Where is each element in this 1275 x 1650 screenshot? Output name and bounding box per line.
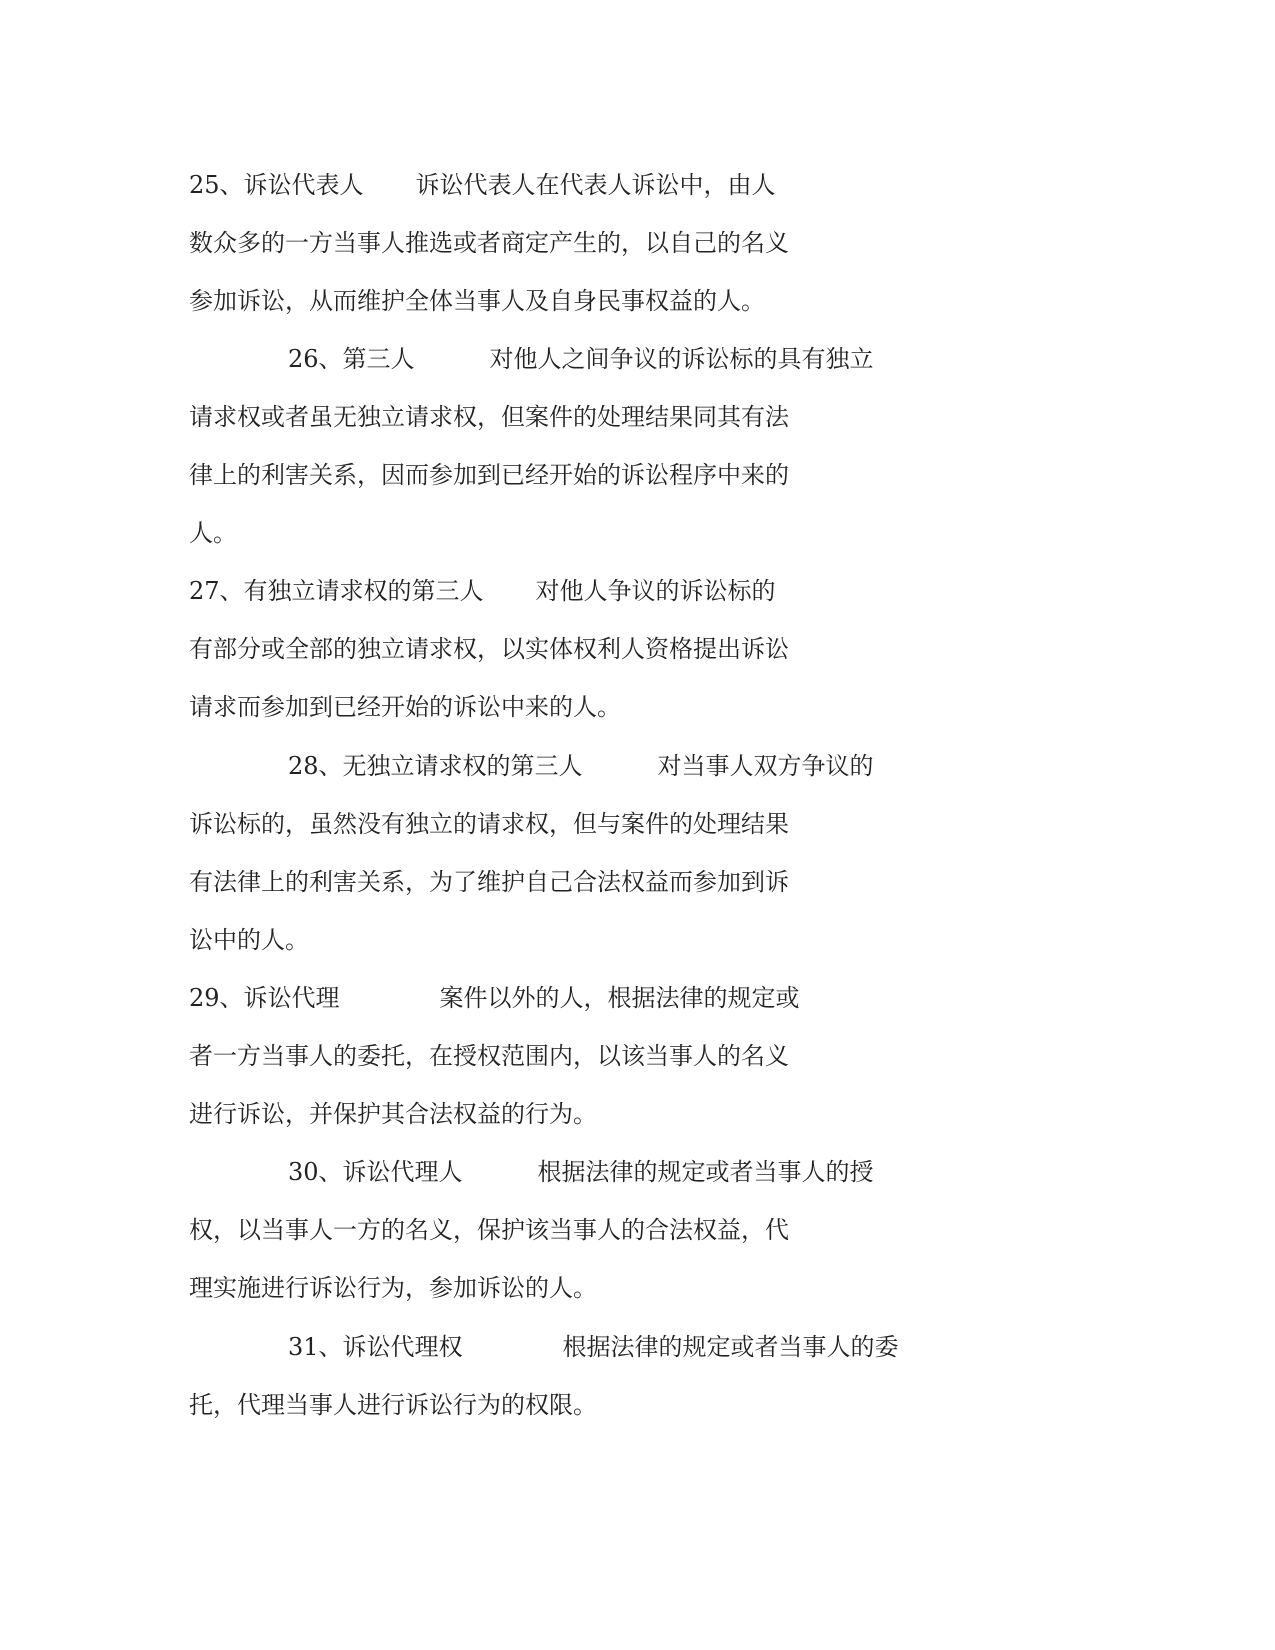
entry-25-definition-line-2: 数众多的一方当事人推选或者商定产生的，以自己的名义 bbox=[189, 229, 789, 257]
entry-29-first-line bbox=[189, 978, 800, 1018]
entry-26-definition-line-2: 请求权或者虽无独立请求权，但案件的处理结果同其有法 bbox=[189, 403, 789, 431]
entry-31-term: 31、诉讼代理权 bbox=[288, 1333, 463, 1361]
entry-31-definition-line-2: 托，代理当事人进行诉讼行为的权限。 bbox=[189, 1391, 597, 1419]
entry-26-definition-line-3: 律上的利害关系，因而参加到已经开始的诉讼程序中来的 bbox=[189, 461, 789, 489]
entry-30-term: 30、诉讼代理人 bbox=[288, 1158, 463, 1186]
entry-27-definition-line-1: 对他人争议的诉讼标的 bbox=[535, 577, 776, 605]
entry-28-definition-line-2: 诉讼标的，虽然没有独立的请求权，但与案件的处理结果 bbox=[189, 810, 789, 838]
entry-27-definition-line-2: 有部分或全部的独立请求权，以实体权利人资格提出诉讼 bbox=[189, 635, 789, 663]
entry-31-first-line bbox=[288, 1327, 899, 1367]
entry-28-first-line bbox=[288, 746, 874, 786]
entry-25-first-line bbox=[189, 165, 776, 205]
entry-31-definition-line-1: 根据法律的规定或者当事人的委 bbox=[562, 1333, 899, 1361]
entry-27-first-line bbox=[189, 571, 776, 611]
entry-27-term: 27、有独立请求权的第三人 bbox=[189, 577, 484, 605]
entry-30-definition-line-2: 权，以当事人一方的名义，保护该当事人的合法权益，代 bbox=[189, 1216, 789, 1244]
entry-29-definition-line-3: 进行诉讼，并保护其合法权益的行为。 bbox=[189, 1100, 597, 1128]
entry-27-definition-line-3: 请求而参加到已经开始的诉讼中来的人。 bbox=[189, 693, 621, 721]
entry-25-definition-line-1: 诉讼代表人在代表人诉讼中，由人 bbox=[415, 171, 776, 199]
entry-30-definition-line-1: 根据法律的规定或者当事人的授 bbox=[537, 1158, 874, 1186]
entry-29-definition-line-1: 案件以外的人，根据法律的规定或 bbox=[439, 984, 800, 1012]
entry-26-first-line bbox=[288, 339, 874, 379]
entry-28-definition-line-1: 对当事人双方争议的 bbox=[657, 752, 874, 780]
entry-25-term: 25、诉讼代表人 bbox=[189, 171, 364, 199]
entry-29-definition-line-2: 者一方当事人的委托，在授权范围内，以该当事人的名义 bbox=[189, 1042, 789, 1070]
entry-30-first-line bbox=[288, 1152, 874, 1192]
entry-26-definition-line-1: 对他人之间争议的诉讼标的具有独立 bbox=[489, 345, 874, 373]
entry-26-term: 26、第三人 bbox=[288, 345, 415, 373]
entry-25-definition-line-3: 参加诉讼，从而维护全体当事人及自身民事权益的人。 bbox=[189, 287, 765, 315]
entry-28-definition-line-3: 有法律上的利害关系，为了维护自己合法权益而参加到诉 bbox=[189, 868, 789, 896]
entry-29-term: 29、诉讼代理 bbox=[189, 984, 340, 1012]
entry-26-definition-line-4: 人。 bbox=[189, 519, 237, 547]
entry-28-definition-line-4: 讼中的人。 bbox=[189, 926, 309, 954]
entry-28-term: 28、无独立请求权的第三人 bbox=[288, 752, 583, 780]
entry-30-definition-line-3: 理实施进行诉讼行为，参加诉讼的人。 bbox=[189, 1274, 597, 1302]
